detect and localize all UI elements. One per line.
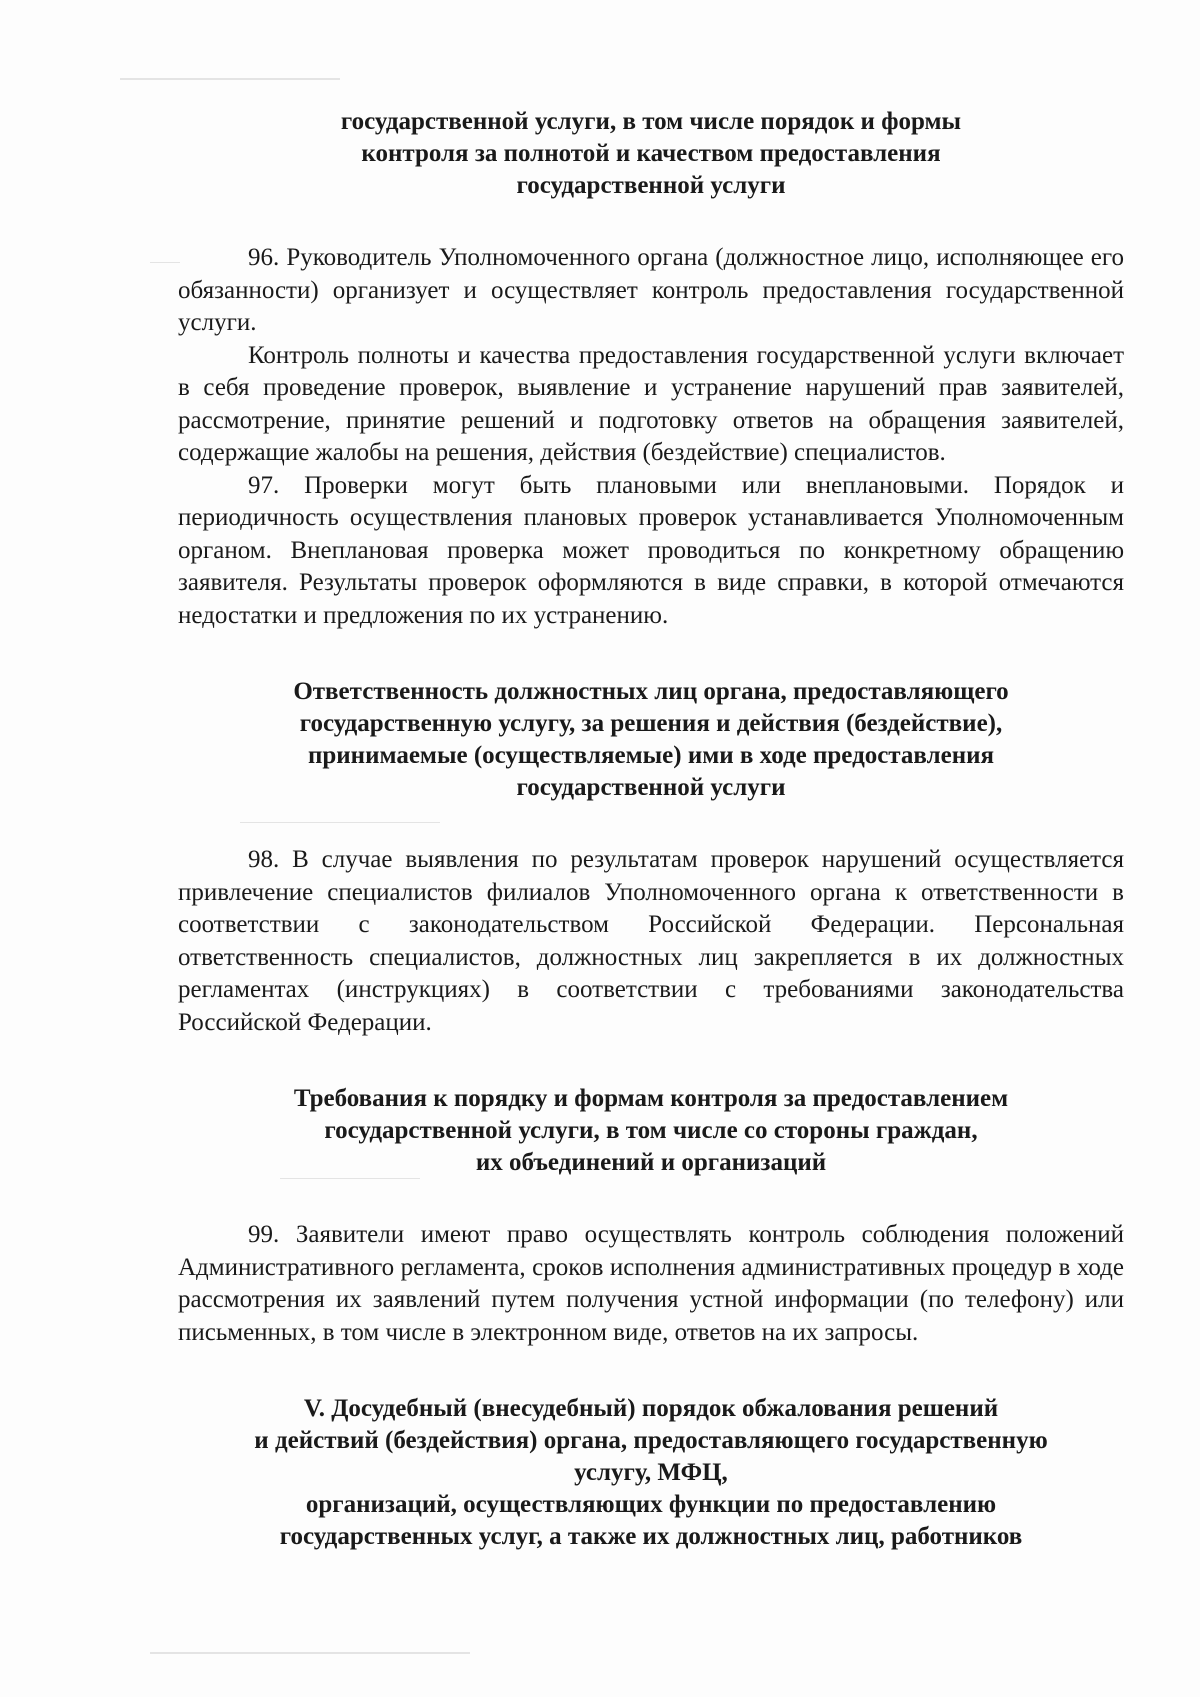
heading-line: государственной услуги, в том числе со стороны граждан, bbox=[324, 1117, 978, 1144]
heading-line: государственной услуги bbox=[516, 172, 786, 199]
paragraph-98: 98. В случае выявления по результатам проверок нарушений осуществляется привлечение специалистов филиалов Уполномоченного органа к ответственности в соответствии с законодательством Российской Федерации. Персональная ответственность специалистов, должностных лиц закрепляется в их должностных регламентах (инструкциях) в соответствии с требованиями законодательства Российской Федерации. bbox=[178, 846, 1124, 1036]
heading-line: их объединений и организаций bbox=[475, 1149, 827, 1176]
section-heading-requirements bbox=[178, 1083, 1124, 1179]
document-body bbox=[178, 106, 1124, 1553]
section-heading-control bbox=[178, 106, 1124, 202]
heading-line: и действий (бездействия) органа, предоставляющего государственную bbox=[254, 1427, 1048, 1454]
heading-line: государственной услуги bbox=[516, 774, 786, 801]
paragraph-99: 99. Заявители имеют право осуществлять контроль соблюдения положений Административного регламента, сроков исполнения административных процедур в ходе рассмотрения их заявлений путем получения устной информации (по телефону) или письменных, в том числе в электронном виде, ответов на их запросы. bbox=[178, 1221, 1124, 1346]
section-heading-responsibility bbox=[178, 676, 1124, 804]
heading-line: принимаемые (осуществляемые) ими в ходе предоставления bbox=[307, 742, 995, 769]
heading-line: Ответственность должностных лиц органа, предоставляющего bbox=[293, 678, 1009, 705]
heading-line: организаций, осуществляющих функции по предоставлению bbox=[305, 1491, 997, 1518]
heading-line: Требования к порядку и формам контроля за предоставлением bbox=[293, 1085, 1009, 1112]
section-heading-appeal bbox=[178, 1393, 1124, 1553]
heading-line: V. Досудебный (внесудебный) порядок обжалования решений bbox=[303, 1395, 999, 1422]
scan-artifact bbox=[120, 78, 340, 80]
heading-line: государственной услуги, в том числе порядок и формы bbox=[340, 108, 962, 135]
scan-artifact bbox=[150, 262, 180, 263]
heading-line: государственных услуг, а также их должностных лиц, работников bbox=[279, 1523, 1023, 1550]
paragraph-97: 97. Проверки могут быть плановыми или внеплановыми. Порядок и периодичность осуществления плановых проверок устанавливается Уполномоченным органом. Внеплановая проверка может проводиться по конкретному обращению заявителя. Результаты проверок оформляются в виде справки, в которой отмечаются недостатки и предложения по их устранению. bbox=[178, 471, 1124, 629]
paragraph-96: 96. Руководитель Уполномоченного органа (должностное лицо, исполняющее его обязанности) организует и осуществляет контроль предоставления государственной услуги. bbox=[178, 244, 1124, 336]
heading-line: услугу, МФЦ, bbox=[574, 1459, 728, 1486]
heading-line: государственную услугу, за решения и действия (бездействие), bbox=[299, 710, 1003, 737]
heading-line: контроля за полнотой и качеством предоставления bbox=[361, 140, 941, 167]
scan-artifact bbox=[150, 1652, 470, 1654]
paragraph-control-scope: Контроль полноты и качества предоставления государственной услуги включает в себя проведение проверок, выявление и устранение нарушений прав заявителей, рассмотрение, принятие решений и подготовку ответов на обращения заявителей, содержащие жалобы на решения, действия (бездействие) специалистов. bbox=[178, 341, 1124, 466]
